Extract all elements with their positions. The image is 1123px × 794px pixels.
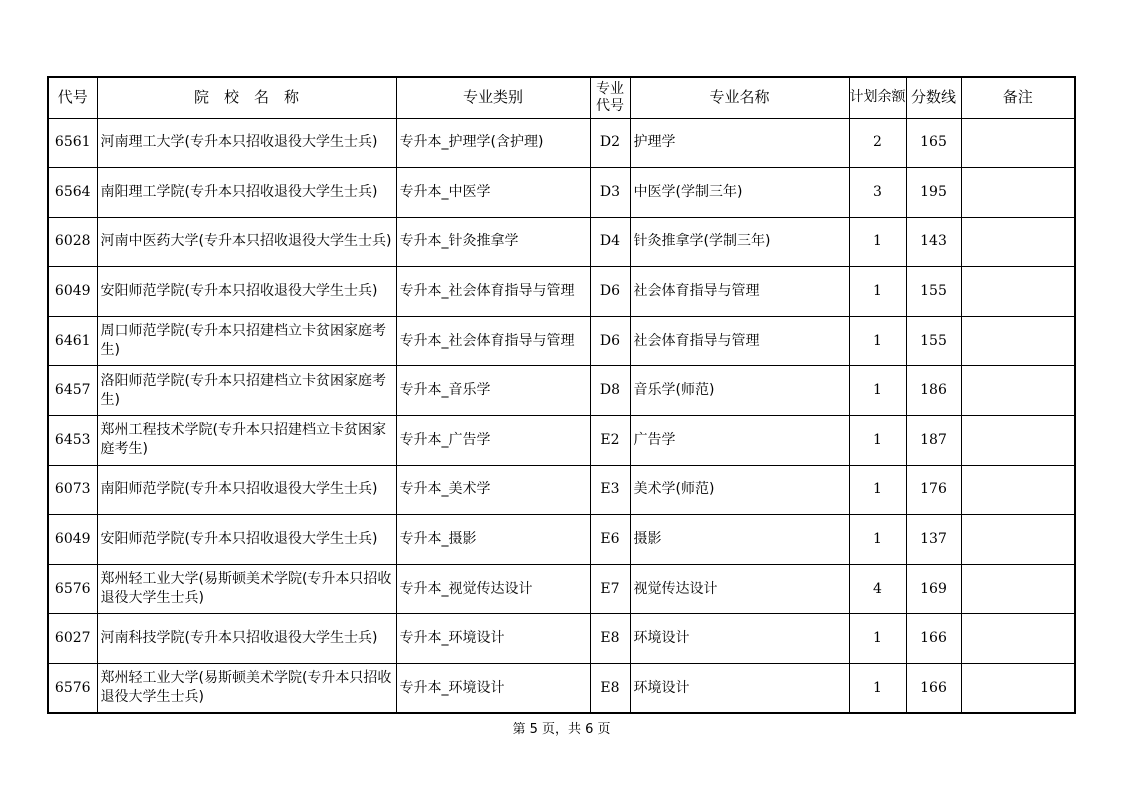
cell-school: 河南理工大学(专升本只招收退役大学生士兵): [97, 118, 396, 168]
table-row: [48, 118, 1075, 168]
header-score-line: 分数线: [906, 77, 961, 118]
cell-major-name: 广告学: [630, 416, 849, 466]
cell-plan: 1: [849, 316, 906, 366]
cell-score: 187: [906, 416, 961, 466]
cell-code: 6049: [48, 267, 97, 317]
table-row: [48, 564, 1075, 614]
cell-score: 155: [906, 316, 961, 366]
cell-category: 专升本_社会体育指导与管理: [396, 316, 590, 366]
cell-code: 6576: [48, 564, 97, 614]
cell-category: 专升本_美术学: [396, 465, 590, 515]
cell-code: 6561: [48, 118, 97, 168]
table-row: [48, 614, 1075, 664]
cell-plan: 2: [849, 118, 906, 168]
table-row: [48, 168, 1075, 218]
cell-category: 专升本_视觉传达设计: [396, 564, 590, 614]
cell-score: 165: [906, 118, 961, 168]
page-footer: 第 5 页，共 6 页: [512, 722, 611, 737]
table-row: [48, 366, 1075, 416]
cell-score: 166: [906, 614, 961, 664]
header-school: 院 校 名 称: [97, 77, 396, 118]
cell-plan: 1: [849, 515, 906, 565]
cell-score: 169: [906, 564, 961, 614]
cell-note: [961, 614, 1075, 664]
cell-note: [961, 168, 1075, 218]
cell-plan: 3: [849, 168, 906, 218]
header-major-name: 专业名称: [630, 77, 849, 118]
cell-plan: 1: [849, 465, 906, 515]
cell-major-name: 社会体育指导与管理: [630, 316, 849, 366]
cell-score: 166: [906, 664, 961, 714]
table-row: [48, 267, 1075, 317]
cell-note: [961, 465, 1075, 515]
cell-code: 6028: [48, 217, 97, 267]
cell-category: 专升本_摄影: [396, 515, 590, 565]
table-header-row: [48, 77, 1075, 118]
cell-major-name: 摄影: [630, 515, 849, 565]
header-plan-remaining: 计划余额: [849, 77, 906, 118]
cell-category: 专升本_环境设计: [396, 664, 590, 714]
cell-code: 6457: [48, 366, 97, 416]
header-category: 专业类别: [396, 77, 590, 118]
cell-major-name: 环境设计: [630, 614, 849, 664]
cell-school: 河南科技学院(专升本只招收退役大学生士兵): [97, 614, 396, 664]
cell-major-name: 社会体育指导与管理: [630, 267, 849, 317]
cell-note: [961, 416, 1075, 466]
cell-major-name: 环境设计: [630, 664, 849, 714]
cell-school: 南阳理工学院(专升本只招收退役大学生士兵): [97, 168, 396, 218]
table-row: [48, 416, 1075, 466]
cell-major-code: E3: [590, 465, 630, 515]
cell-category: 专升本_中医学: [396, 168, 590, 218]
cell-school: 安阳师范学院(专升本只招收退役大学生士兵): [97, 515, 396, 565]
cell-note: [961, 366, 1075, 416]
table-row: [48, 465, 1075, 515]
cell-school: 河南中医药大学(专升本只招收退役大学生士兵): [97, 217, 396, 267]
cell-score: 186: [906, 366, 961, 416]
cell-major-code: D6: [590, 267, 630, 317]
cell-plan: 4: [849, 564, 906, 614]
cell-major-code: D6: [590, 316, 630, 366]
cell-category: 专升本_广告学: [396, 416, 590, 466]
cell-plan: 1: [849, 614, 906, 664]
header-note: 备注: [961, 77, 1075, 118]
cell-code: 6049: [48, 515, 97, 565]
cell-category: 专升本_针灸推拿学: [396, 217, 590, 267]
cell-major-name: 美术学(师范): [630, 465, 849, 515]
cell-major-code: D2: [590, 118, 630, 168]
cell-plan: 1: [849, 664, 906, 714]
cell-category: 专升本_音乐学: [396, 366, 590, 416]
header-major-code: 专业代号: [590, 77, 630, 118]
cell-major-code: E8: [590, 614, 630, 664]
cell-school: 郑州轻工业大学(易斯顿美术学院(专升本只招收退役大学生士兵): [97, 564, 396, 614]
cell-note: [961, 664, 1075, 714]
cell-school: 洛阳师范学院(专升本只招建档立卡贫困家庭考生): [97, 366, 396, 416]
admission-table: [47, 76, 1076, 714]
cell-note: [961, 118, 1075, 168]
cell-category: 专升本_社会体育指导与管理: [396, 267, 590, 317]
cell-school: 郑州轻工业大学(易斯顿美术学院(专升本只招收退役大学生士兵): [97, 664, 396, 714]
cell-code: 6027: [48, 614, 97, 664]
table-row: [48, 664, 1075, 714]
cell-note: [961, 267, 1075, 317]
admission-table-sheet: [47, 76, 1076, 714]
cell-school: 安阳师范学院(专升本只招收退役大学生士兵): [97, 267, 396, 317]
cell-note: [961, 217, 1075, 267]
cell-major-code: D8: [590, 366, 630, 416]
cell-note: [961, 564, 1075, 614]
cell-code: 6453: [48, 416, 97, 466]
cell-score: 176: [906, 465, 961, 515]
cell-score: 155: [906, 267, 961, 317]
cell-plan: 1: [849, 416, 906, 466]
cell-major-code: D3: [590, 168, 630, 218]
cell-code: 6073: [48, 465, 97, 515]
cell-category: 专升本_护理学(含护理): [396, 118, 590, 168]
cell-plan: 1: [849, 267, 906, 317]
cell-major-name: 音乐学(师范): [630, 366, 849, 416]
cell-school: 南阳师范学院(专升本只招收退役大学生士兵): [97, 465, 396, 515]
cell-major-code: E6: [590, 515, 630, 565]
cell-major-name: 针灸推拿学(学制三年): [630, 217, 849, 267]
cell-plan: 1: [849, 217, 906, 267]
cell-category: 专升本_环境设计: [396, 614, 590, 664]
cell-school: 周口师范学院(专升本只招建档立卡贫困家庭考生): [97, 316, 396, 366]
cell-score: 143: [906, 217, 961, 267]
cell-major-name: 视觉传达设计: [630, 564, 849, 614]
cell-major-code: D4: [590, 217, 630, 267]
table-row: [48, 515, 1075, 565]
cell-major-code: E7: [590, 564, 630, 614]
cell-code: 6576: [48, 664, 97, 714]
cell-plan: 1: [849, 366, 906, 416]
cell-code: 6564: [48, 168, 97, 218]
cell-score: 137: [906, 515, 961, 565]
cell-score: 195: [906, 168, 961, 218]
cell-note: [961, 515, 1075, 565]
cell-major-code: E2: [590, 416, 630, 466]
cell-code: 6461: [48, 316, 97, 366]
cell-major-name: 中医学(学制三年): [630, 168, 849, 218]
table-row: [48, 217, 1075, 267]
cell-school: 郑州工程技术学院(专升本只招建档立卡贫困家庭考生): [97, 416, 396, 466]
table-row: [48, 316, 1075, 366]
cell-major-name: 护理学: [630, 118, 849, 168]
cell-major-code: E8: [590, 664, 630, 714]
cell-note: [961, 316, 1075, 366]
header-code: 代号: [48, 77, 97, 118]
